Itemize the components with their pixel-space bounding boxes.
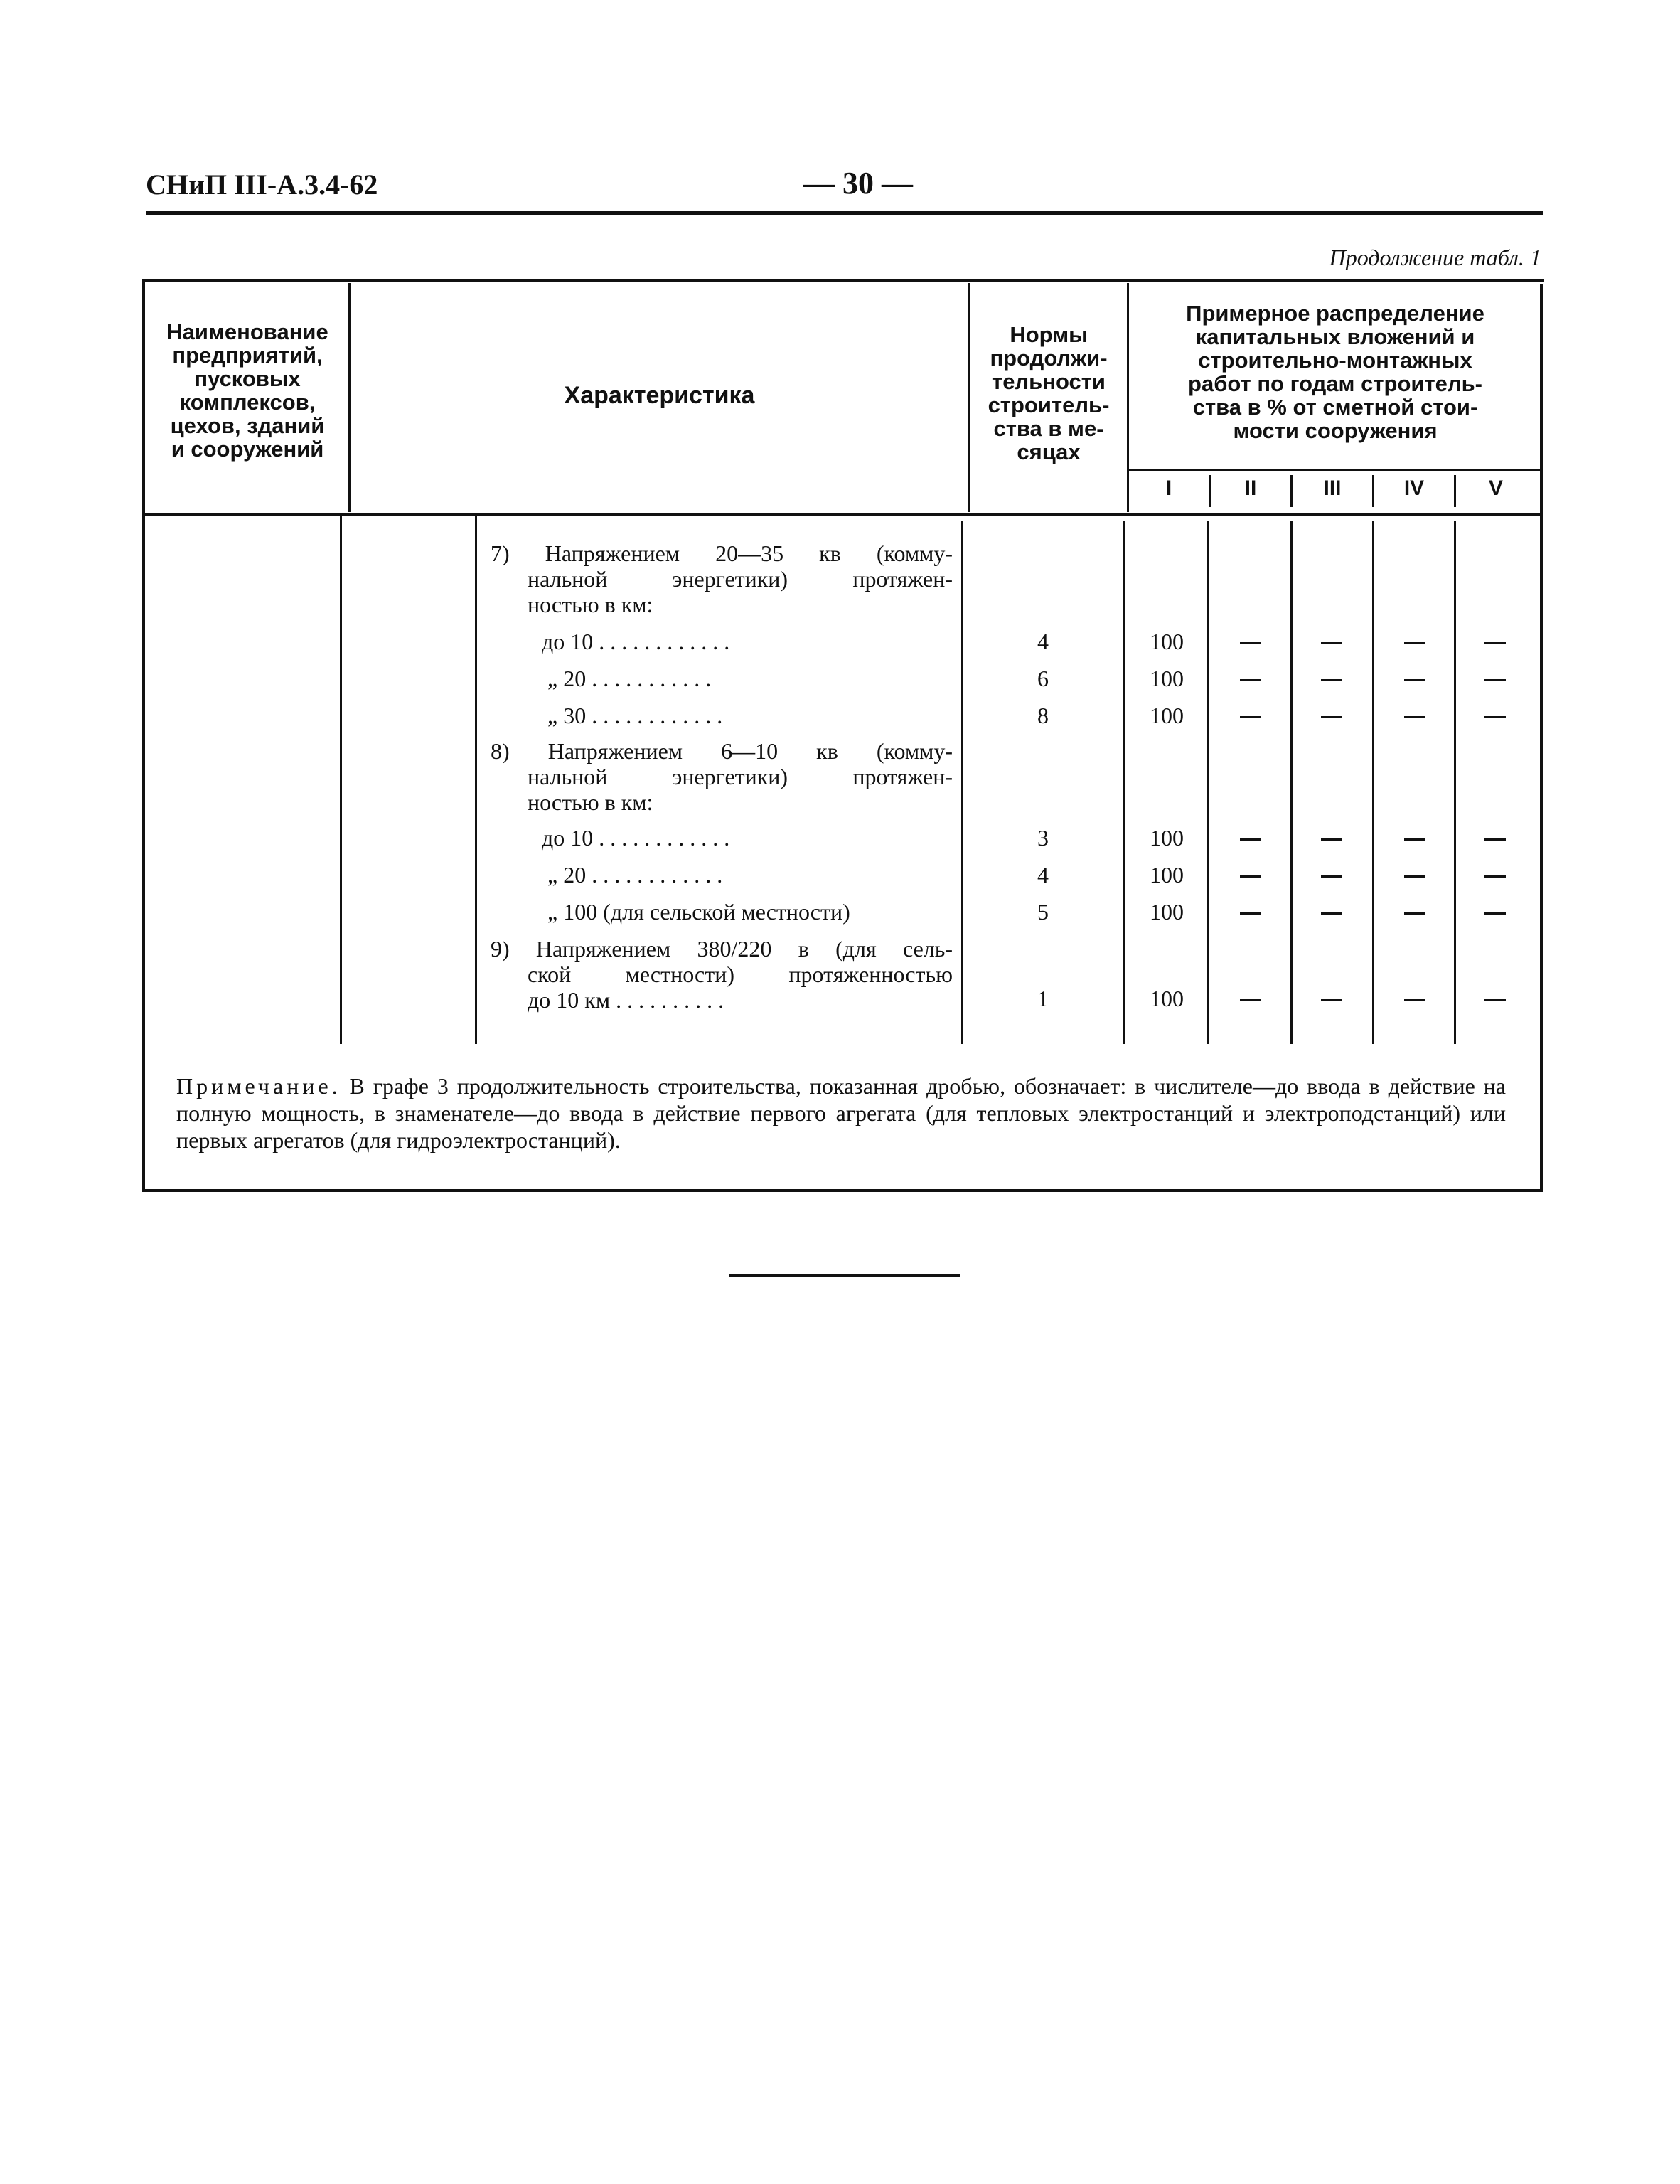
- table-row-pct-1: 100: [1150, 825, 1184, 851]
- table-row-norm: 4: [1037, 629, 1049, 654]
- header-rule: [146, 211, 1543, 215]
- body-sep-c: [961, 521, 963, 1044]
- dash-mark: [1484, 875, 1506, 878]
- body-sep-e: [1207, 521, 1209, 1044]
- table-row-label: „ 100 (для сельской местности): [547, 899, 850, 925]
- table-row-pct-1: 100: [1150, 666, 1184, 691]
- dash-mark: [1321, 999, 1342, 1001]
- table-row-pct-1: 100: [1150, 862, 1184, 888]
- year-sep-4: [1454, 475, 1456, 507]
- note-text: В графе 3 продолжительность строительства, показанная дробью, обозначает: в числителе—до ввода в действие на полную мощность, в знаменателе—до ввода в действие первого агрегата (для тепловых электростанций и электроподстанций) или первых агрегатов (для гидроэлектростанций).: [176, 1073, 1507, 1153]
- table-row-label: „ 20 . . . . . . . . . . . .: [547, 862, 723, 888]
- note-label: Примечание.: [176, 1073, 341, 1099]
- table-row-label: до 10 . . . . . . . . . . . .: [542, 825, 730, 851]
- col-header-characteristic: Характеристика: [564, 382, 755, 409]
- item-9-line-3: до 10 км . . . . . . . . . .: [528, 987, 724, 1013]
- dash-mark: [1484, 912, 1506, 915]
- body-sep-f: [1290, 521, 1293, 1044]
- table-note: [176, 1072, 1506, 1154]
- table-bottom-rule: [142, 1189, 1543, 1192]
- item-8-line-1: 8) Напряжением 6—10 кв (комму-: [491, 738, 953, 764]
- item-9-pct-1: 100: [1150, 986, 1184, 1011]
- table-row-pct-1: 100: [1150, 629, 1184, 654]
- dash-mark: [1484, 838, 1506, 841]
- item-8-line-2: нальной энергетики) протяжен-: [528, 764, 953, 789]
- item-8-line-3: ностью в км:: [528, 789, 653, 815]
- table-row-norm: 5: [1037, 899, 1049, 925]
- body-sep-h: [1454, 521, 1456, 1044]
- table-top-rule: [142, 279, 1544, 282]
- table-left-border: [142, 279, 145, 1191]
- year-col-5: V: [1488, 476, 1503, 500]
- subheader-rule: [1127, 469, 1540, 471]
- body-sep-a: [340, 516, 342, 1044]
- dash-mark: [1484, 679, 1506, 681]
- dash-mark: [1404, 912, 1425, 915]
- dash-mark: [1321, 875, 1342, 878]
- dash-mark: [1404, 875, 1425, 878]
- col-header-distribution: Примерное распределение капитальных вложений и строительно-монтажных работ по годам строитель- ства в % от сметной стои- мости сооружения: [1186, 301, 1484, 443]
- col-header-norms: Нормы продолжи- тельности строитель- ства в ме- сяцах: [988, 322, 1110, 464]
- item-9-norm: 1: [1037, 986, 1049, 1011]
- dash-mark: [1404, 838, 1425, 841]
- item-7-line-1: 7) Напряжением 20—35 кв (комму-: [491, 540, 953, 566]
- table-row-pct-1: 100: [1150, 899, 1184, 925]
- year-sep-1: [1209, 475, 1211, 507]
- dash-mark: [1484, 999, 1506, 1001]
- dash-mark: [1321, 716, 1342, 718]
- table-row-norm: 6: [1037, 666, 1049, 691]
- dash-mark: [1484, 642, 1506, 644]
- table-row-norm: 3: [1037, 825, 1049, 851]
- table-row-norm: 4: [1037, 862, 1049, 888]
- dash-mark: [1240, 679, 1261, 681]
- table-row-label: до 10 . . . . . . . . . . . .: [542, 629, 730, 654]
- body-sep-d: [1123, 521, 1125, 1044]
- document-code: СНиП III-А.3.4-62: [146, 169, 378, 201]
- col-header-name: Наименование предприятий, пусковых комплексов, цехов, зданий и сооружений: [166, 319, 328, 462]
- table-head-rule: [145, 513, 1540, 516]
- dash-mark: [1321, 912, 1342, 915]
- year-col-2: II: [1244, 476, 1257, 500]
- item-9-line-1: 9) Напряжением 380/220 в (для сель-: [491, 936, 953, 962]
- dash-mark: [1404, 679, 1425, 681]
- col-sep-2: [968, 283, 970, 512]
- col-sep-1: [348, 283, 351, 512]
- item-9-line-2: ской местности) протяженностью: [528, 962, 953, 987]
- table-row-pct-1: 100: [1150, 703, 1184, 728]
- table-continuation-label: Продолжение табл. 1: [1329, 245, 1541, 270]
- dash-mark: [1404, 999, 1425, 1001]
- page-number: — 30 —: [803, 166, 913, 201]
- dash-mark: [1321, 642, 1342, 644]
- dash-mark: [1240, 642, 1261, 644]
- table-row-norm: 8: [1037, 703, 1049, 728]
- year-col-4: IV: [1403, 476, 1425, 500]
- year-sep-3: [1372, 475, 1374, 507]
- year-sep-2: [1290, 475, 1293, 507]
- table-right-border: [1540, 284, 1543, 1191]
- item-7-line-2: нальной энергетики) протяжен-: [528, 566, 953, 592]
- dash-mark: [1484, 716, 1506, 718]
- dash-mark: [1321, 838, 1342, 841]
- dash-mark: [1240, 716, 1261, 718]
- item-7-line-3: ностью в км:: [528, 592, 653, 617]
- dash-mark: [1321, 679, 1342, 681]
- table-row-label: „ 30 . . . . . . . . . . . .: [547, 703, 723, 728]
- dash-mark: [1404, 716, 1425, 718]
- year-col-3: III: [1323, 476, 1342, 500]
- year-col-1: I: [1165, 476, 1172, 500]
- end-rule: [729, 1274, 960, 1277]
- table-row-label: „ 20 . . . . . . . . . . .: [547, 666, 712, 691]
- col-sep-3: [1127, 283, 1129, 512]
- body-sep-b: [475, 516, 477, 1044]
- dash-mark: [1240, 838, 1261, 841]
- dash-mark: [1404, 642, 1425, 644]
- dash-mark: [1240, 912, 1261, 915]
- dash-mark: [1240, 999, 1261, 1001]
- body-sep-g: [1372, 521, 1374, 1044]
- dash-mark: [1240, 875, 1261, 878]
